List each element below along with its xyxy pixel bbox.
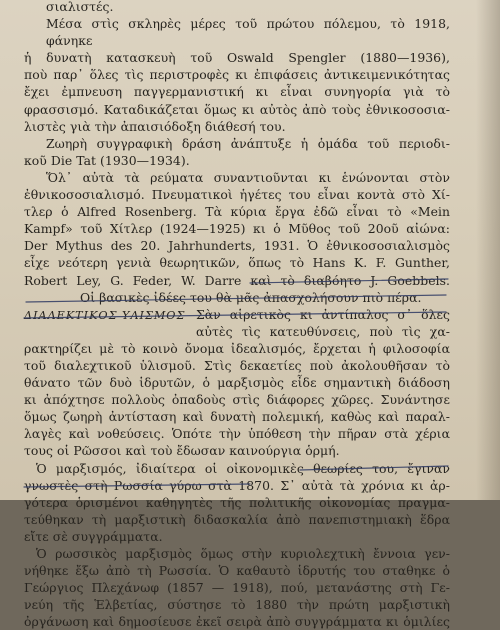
text-line: Robert Ley, G. Feder, W. Darre καὶ τὸ διαβόητο J. Goebbels. [24,272,450,288]
text-line: Μέσα στὶς σκληρὲς μέρες τοῦ πρώτου πόλεμου, τὸ 1918, φάνηκε [46,16,450,49]
text-line: Οἱ βασικὲς ἰδέες του θὰ μᾶς ἀπασχολήσουν πιὸ πέρα. [80,289,422,305]
text-line: ἔχει ἐμπνευση παγγερμανιστική κι εἶναι συνηγορία γιὰ τὸ [24,84,450,100]
text-line: Γεώργιος Πλεχάνωφ (1857 — 1918), πού, μετανάστης στὴ Γε- [24,580,450,596]
text-line: τλερ ὁ Alfred Rosenberg. Τὰ κύρια ἔργα ἐδῶ εἶναι τὸ «Mein [24,204,450,220]
text-line: ὅμως ζωηρὴ ἀντίσταση καὶ δυνατὴ πολεμική, καθὼς καὶ παραλ- [24,409,450,425]
text-line: λιστὲς γιὰ τὴν ἀπαισιόδοξη διάθεσή του. [24,118,286,134]
text-line: εἶχε νεότερη γενιὰ θεωρητικῶν, ὅπως τὸ Hans K. F. Gunther, [24,255,450,271]
text-line: νεύη τῆς Ἑλβετίας, σύστησε τὸ 1880 τὴν πρώτη μαρξιστικὴ [24,597,450,613]
text-line: κοῦ Die Tat (1930—1934). [24,152,190,168]
section-title: ΔΙΑΛΕΚΤΙΚΟΣ ΥΛΙΣΜΟΣ [24,308,186,322]
text-line: Ὅλ᾿ αὐτὰ τὰ ρεύματα συναντιοῦνται κι ἑνώνονται στὸν [46,169,450,185]
text-line: γότερα ὁρισμένοι καθηγητὲς τῆς πολιτικῆς οἰκονομίας πραγμα- [24,494,450,510]
text-line: ρακτηρίζει μὲ τὸ κοινὸ ὄνομα ἰδεαλισμός, ἔρχεται ἡ φιλοσοφία [24,340,450,356]
text-line: ἐθνικοσοσιαλισμό. Πνευματικοὶ ἡγέτες του εἶναι κοντὰ στὸ Χί- [24,187,450,203]
text-line: Ζωηρὴ συγγραφικὴ δράση ἀνάπτυξε ἡ ὁμάδα τοῦ περιοδι- [46,135,450,151]
text-line: κι ἀπόχτησε πολλοὺς ὀπαδοὺς στὶς διάφορες χῶρες. Συνάντησε [24,392,450,408]
page-edge-shadow [476,0,500,500]
text-line: ὀργάνωση καὶ δημοσίευσε ἐκεῖ σειρὰ ἀπὸ συγγράμματα κι ὁμιλίες [24,614,450,630]
text-line: Ὁ ρωσσικὸς μαρξισμὸς ὅμως στὴν κυριολεχτικὴ ἔννοια γεν- [36,546,450,561]
text-line: Ὁ μαρξισμός, ἰδιαίτερα οἱ οἰκονομικὲς θεωρίες του, ἔγιναν [36,460,450,476]
text-line: εἴτε σὲ συγγράμματα. [24,528,163,544]
text-line: θάνατο τῶν δυὸ ἱδρυτῶν, ὁ μαρξισμὸς εἶδε σημαντικὴ διάδοση [24,375,450,391]
text-line: σιαλιστές. [46,0,114,14]
text-line: τεύθηκαν τὴ μαρξιστικὴ διδασκαλία ἀπὸ πανεπιστημιακὴ ἕδρα [24,511,450,527]
text-line: αὐτὲς τὶς κατευθύνσεις, ποὺ τὶς χα- [196,323,450,339]
text-line: Σὰν αἱρετικὸς κι ἀντίπαλος σ᾿ ὅλες [196,306,450,322]
text-line: φρασσισμό. Καταδικάζεται ὅμως κι αὐτὸς ἀπὸ τοὺς ἐθνικοσοσια- [24,101,450,117]
text-line: ποὺ παρ᾿ ὅλες τὶς περιστροφὲς κι ἐπιφάσεις ἀντικειμενικότητας [24,67,450,83]
body-text [24,0,450,630]
text-line: τους οἱ Ρῶσσοι καὶ τοὺ ἔδωσαν καινούργια ὁρμή. [24,443,340,459]
text-line: Der Mythus des 20. Jahrhunderts, 1931. Ὁ ἐθνικοσοσιαλισμὸς [24,238,450,254]
text-line: νήθηκε ἔξω ἀπὸ τὴ Ρωσσία. Ὁ καθαυτὸ ἱδρυτής του σταθηκε ὁ [24,563,450,579]
section-dialectical-materialism [24,306,450,340]
text-line: τοῦ διαλεχτικοῦ ὑλισμοῦ. Στὶς δεκαετίες ποὺ ἀκολουθῆσαν τὸ [24,357,450,373]
text-line: ἡ δυνατὴ κατασκευὴ τοῦ Oswald Spengler (1880—1936), [24,50,450,66]
text-line: λαγὲς καὶ νοθεύσεις. Ὁπότε τὴν ὑπόθεση τὴν πῆραν στὰ χέρια [24,426,450,442]
text-line: Kampf» τοῦ Χίτλερ (1924—1925) κι ὁ Μῦθος τοῦ 20οῦ αἰώνα: [24,221,450,237]
text-line: γνωστὲς στὴ Ρωσσία γύρω στὰ 1870. Σ᾿ αὐτὰ τὰ χρόνια κι ἀρ- [24,477,450,493]
